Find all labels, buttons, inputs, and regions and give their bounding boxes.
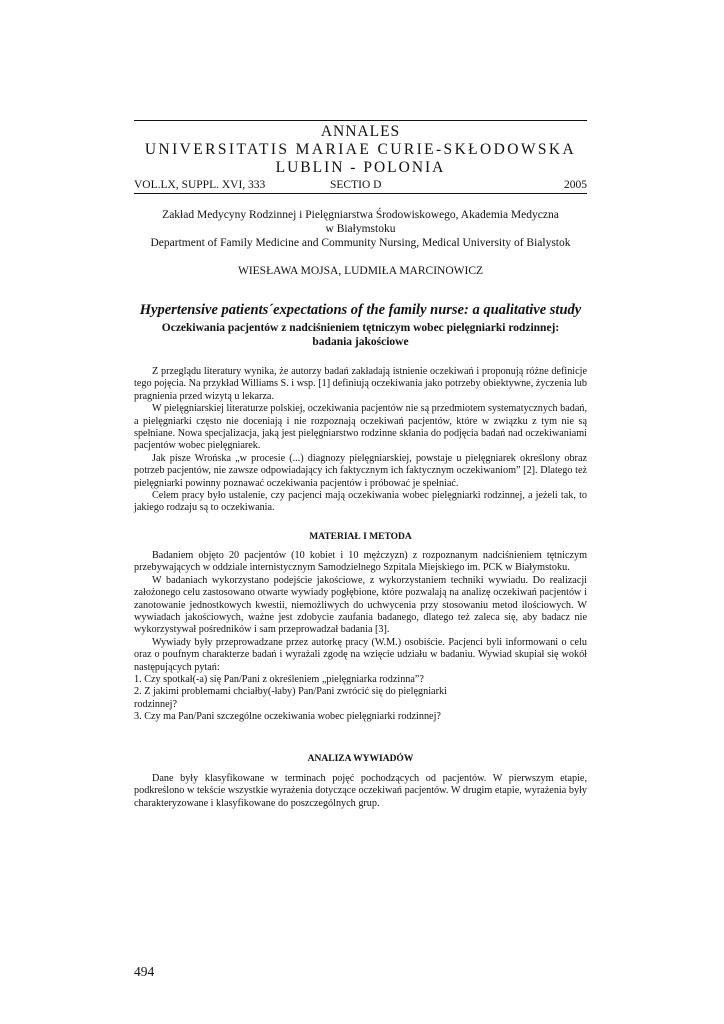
intro-paragraph: Jak pisze Wrońska „w procesie (...) diagnozy pielęgniarskiej, powstaje u pielęgniarek określony obraz potrzeb pacjentów, nie zawsze odpowiadający ich faktycznym ich faktycznym oczekiwaniom” [2]. Dlatego też pielęgniarki powinny poznawać oczekiwania pacjentów i próbować je spełniać.: [134, 452, 587, 489]
analysis-paragraph: Dane były klasyfikowane w terminach pojęć pochodzących od pacjentów. W pierwszym etapie, podkreślono w tekście wszystkie wyrażenia dotyczące oczekiwań pacjentów. W drugim etapie, wyrażenia były charakteryzowane i klasyfikowane do poszczególnych grup.: [134, 773, 587, 809]
analysis-heading: ANALIZA WYWIADÓW: [307, 754, 414, 764]
question-item: 2. Z jakimi problemami chciałby(-łaby) Pan/Pani zwrócić się do pielęgniarki: [134, 686, 447, 698]
analysis-section: [134, 773, 587, 810]
affiliation-english: Department of Family Medicine and Community Nursing, Medical University of Bialystok: [150, 237, 571, 249]
methods-section: [134, 550, 587, 724]
methods-paragraph: Wywiady były przeprowadzane przez autorkę pracy (W.M.) osobiście. Pacjenci byli informowani o celu oraz o poufnym charakterze badań i wyrażali zgodę na wzięcie udziału w badaniu. Wywiad skupiał się wokół następujących pytań:: [134, 636, 587, 673]
intro-paragraph: Celem pracy było ustalenie, czy pacjenci mają oczekiwania wobec pielęgniarki rodzinnej, a jeżeli tak, to jakiego rodzaju są to oczekiwania.: [134, 490, 587, 514]
year-info: 2005: [564, 179, 587, 191]
affiliation: [134, 208, 587, 250]
header-bottom-rule: [134, 193, 587, 194]
intro-paragraph: Z przeglądu literatury wynika, że autorzy badań zakładają istnienie oczekiwań i proponują różne definicje tego pojęcia. Na przykład Williams S. i wsp. [1] definiują oczekiwania jako potrzeby obiektywne, życzenia lub pragnienia przed wizytą u lekarza.: [134, 366, 587, 402]
affiliation-polish-line1: Zakład Medycyny Rodzinnej i Pielęgniarstwa Środowiskowego, Akademia Medyczna: [162, 209, 559, 221]
authors: WIESŁAWA MOJSA, LUDMIŁA MARCINOWICZ: [237, 265, 484, 277]
paper-title: Hypertensive patients´expectations of the family nurse: a qualitative study: [139, 302, 582, 318]
methods-heading: MATERIAŁ I METODA: [309, 532, 412, 542]
section-info: SECTIO D: [330, 179, 382, 191]
journal-title-line1: ANNALES: [320, 123, 401, 140]
question-item: 3. Czy ma Pan/Pani szczególne oczekiwania wobec pielęgniarki rodzinnej?: [134, 711, 441, 723]
paper-subtitle: [134, 321, 587, 349]
question-item: 1. Czy spotkał(-a) się Pan/Pani z określeniem „pielęgniarka rodzinna”?: [134, 674, 424, 686]
question-item-continuation: rodzinnej?: [134, 698, 177, 710]
volume-info: VOL.LX, SUPPL. XVI, 333: [134, 179, 266, 191]
subtitle-line2: badania jakościowe: [312, 336, 409, 348]
journal-title-line3: LUBLIN - POLONIA: [275, 159, 446, 176]
affiliation-polish-line2: w Białymstoku: [325, 223, 396, 235]
subtitle-line1: Oczekiwania pacjentów z nadciśnieniem tętniczym wobec pielęgniarki rodzinnej:: [161, 322, 560, 334]
page-number: 494: [134, 964, 155, 979]
methods-paragraph: W badaniach wykorzystano podejście jakościowe, z wykorzystaniem techniki wywiadu. Do realizacji założonego celu zastosowano otwarte wywiady pogłębione, które pozwalają na analizę oczekiwań pacjentów i zanotowanie jednostkowych kwestii, niemożliwych do uchwycenia przy stosowaniu metod ilościowych. W wywiadach jakościowych, ważne jest zdobycie zaufania badanego, dlatego też zaleca się, aby badacz nie wykorzystywał pośredników i sam przeprowadzał badania [3].: [134, 574, 587, 636]
volume-line: [134, 179, 587, 193]
methods-paragraph: Badaniem objęto 20 pacjentów (10 kobiet i 10 mężczyzn) z rozpoznanym nadciśnieniem tętniczym przebywających w oddziale internistycznym Samodzielnego Szpitala Miejskiego im. PCK w Białymstoku.: [134, 550, 587, 574]
journal-title-line2: UNIVERSITATIS MARIAE CURIE-SKŁODOWSKA: [144, 141, 577, 158]
header-top-rule: [134, 120, 587, 121]
intro-paragraph: W pielęgniarskiej literaturze polskiej, oczekiwania pacjentów nie są przedmiotem systematycznych badań, a pielęgniarki często nie doceniają i nie rozpoznają oczekiwań pacjentów, które w związku z tym nie są spełniane. Nowa specjalizacja, jaką jest pielęgniarstwo rodzinne skłania do podjęcia badań nad oczekiwaniami pacjentów wobec pielęgniarek.: [134, 403, 587, 452]
question-list: [134, 674, 587, 724]
intro-section: [134, 366, 587, 515]
